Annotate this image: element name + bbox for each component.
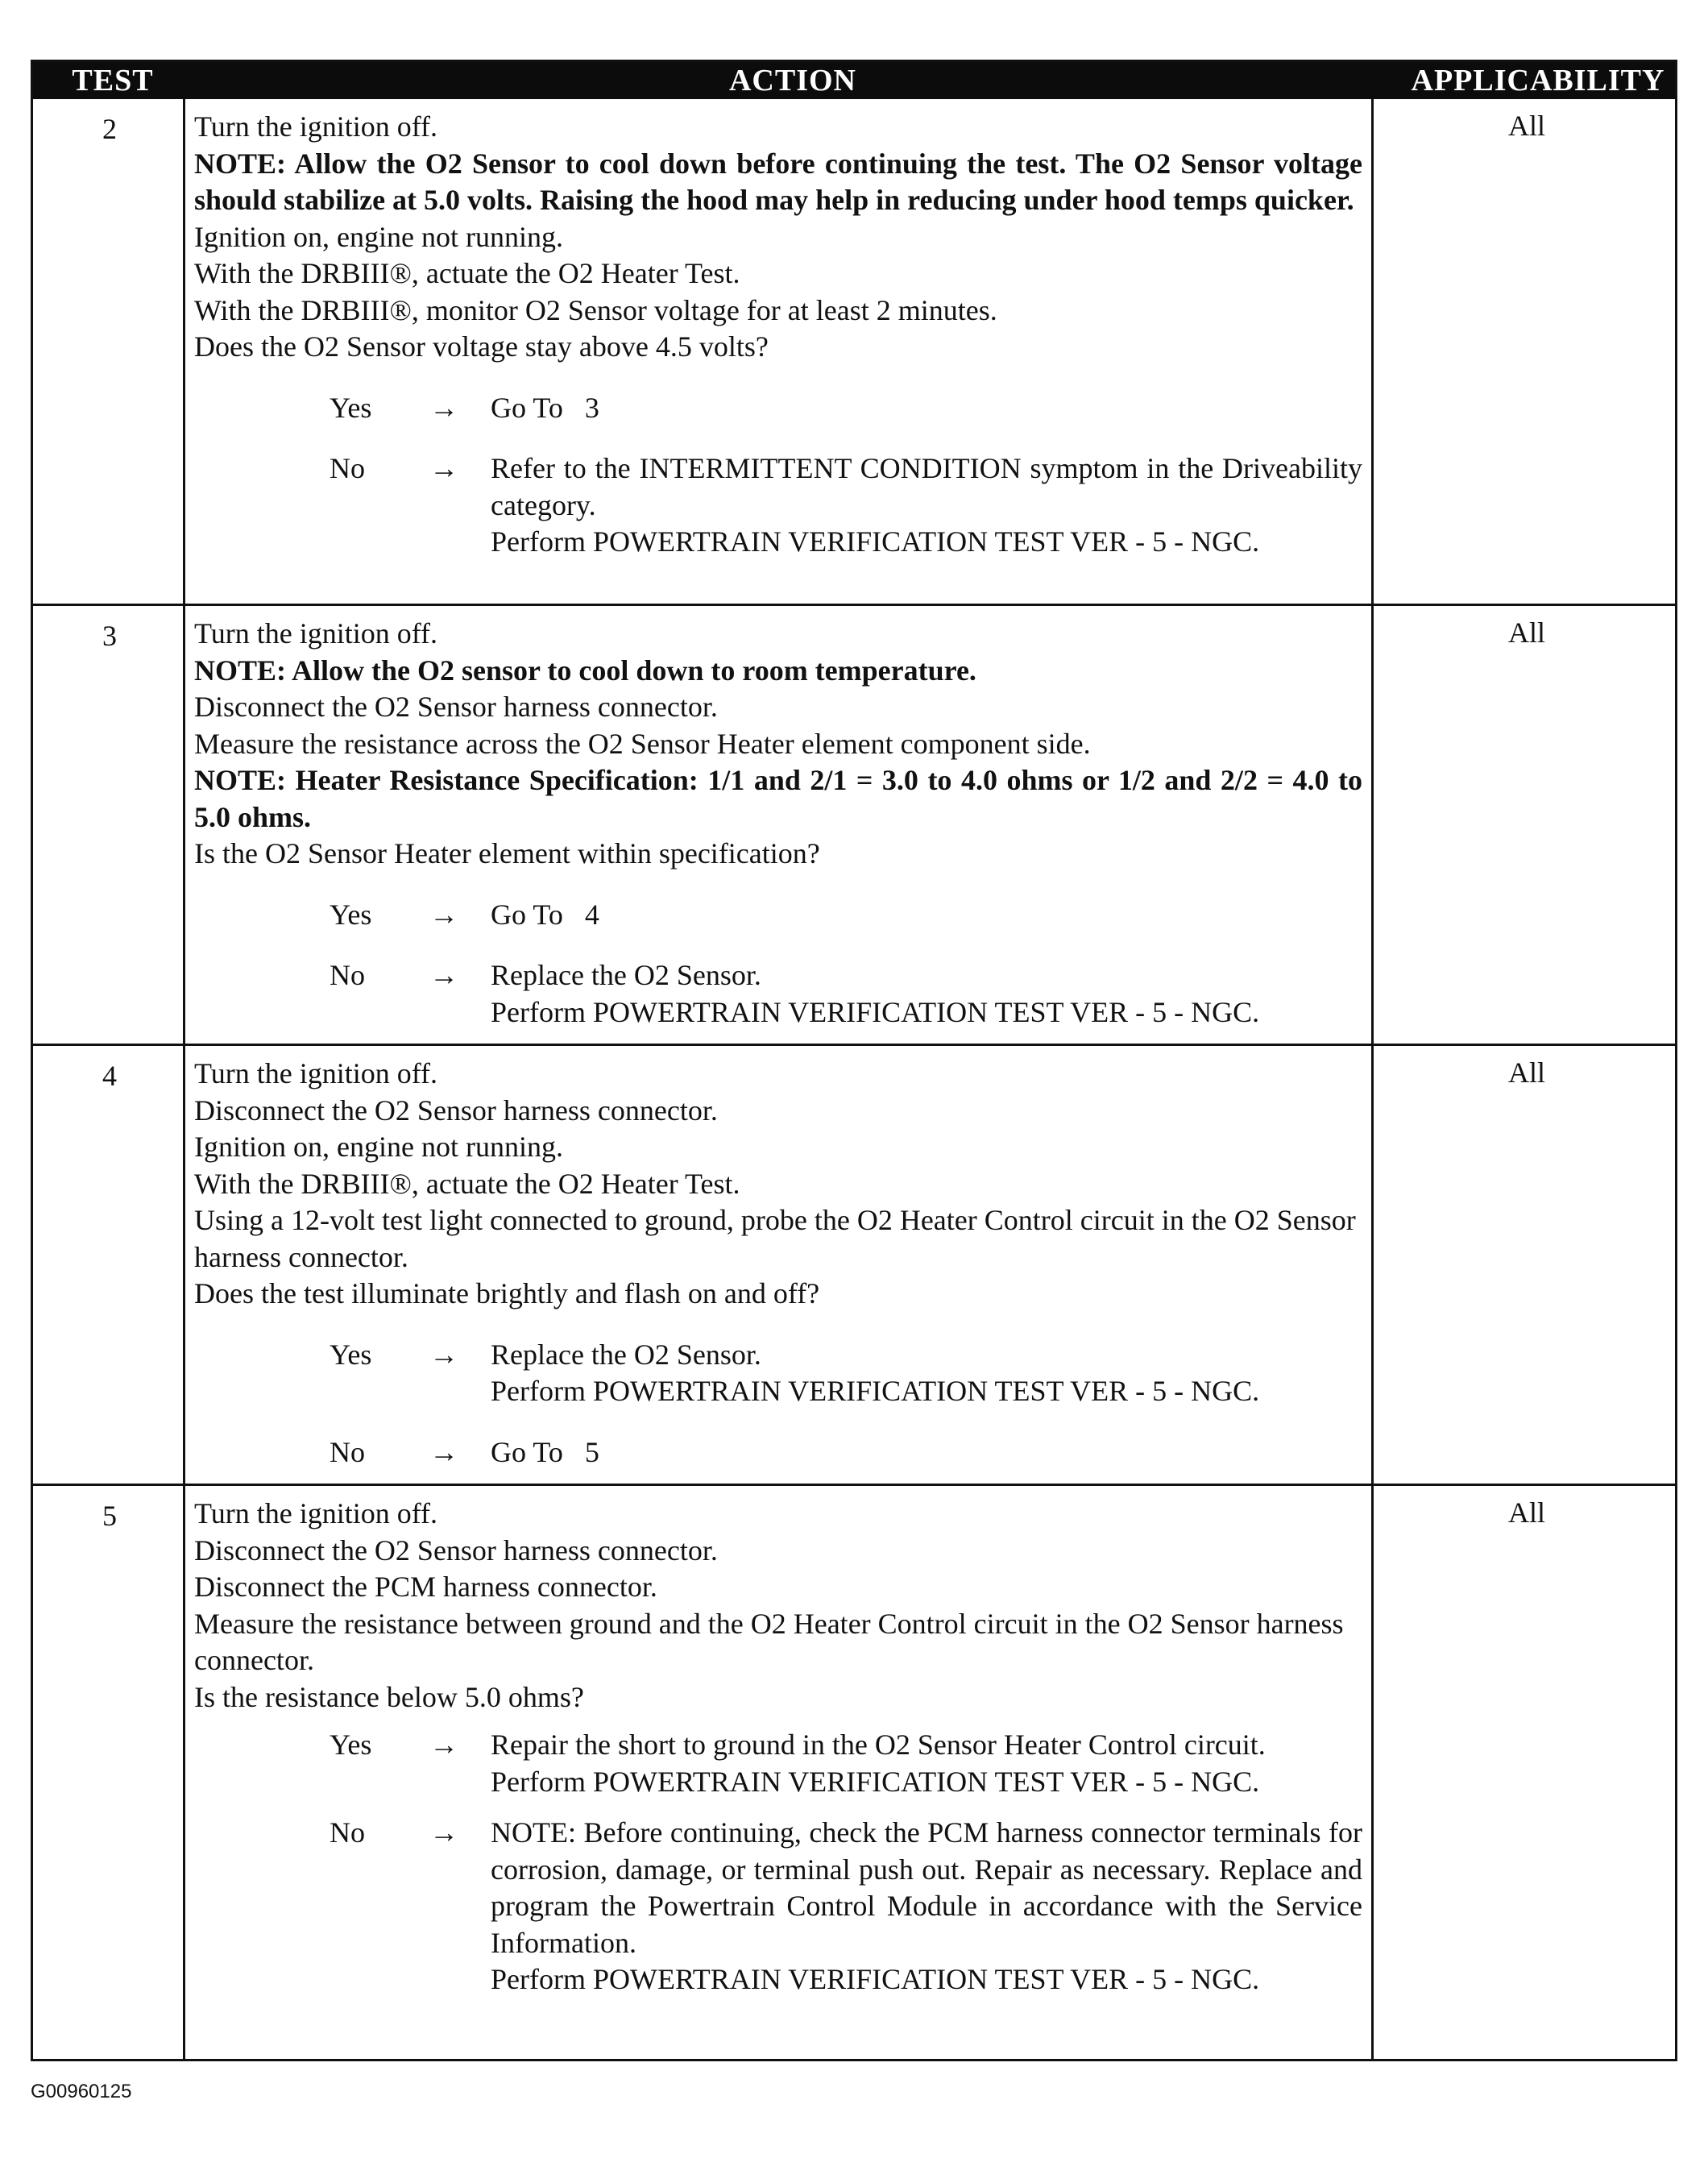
figure-id: G00960125: [31, 2081, 132, 2102]
table-header: [33, 62, 1675, 99]
question-text: Does the test illuminate brightly and flash on and off?: [194, 1277, 820, 1309]
no-label: No: [330, 1435, 365, 1468]
header-applicability: APPLICABILITY: [1411, 64, 1665, 98]
applicability-cell: All: [1507, 1056, 1545, 1089]
step-text: Turn the ignition off.: [194, 1497, 438, 1529]
action-cell: [194, 1496, 1362, 1998]
action-cell: [194, 109, 1362, 561]
applicability-cell: All: [1507, 616, 1545, 649]
verification-text: Perform POWERTRAIN VERIFICATION TEST VER - 5 - NGC.: [491, 525, 1260, 558]
go-to-text: Go To 4: [491, 898, 599, 931]
yes-result: [491, 897, 1362, 934]
step-text: Measure the resistance across the O2 Sensor Heater element component side.: [194, 727, 1091, 760]
go-to-text: Go To 5: [491, 1435, 599, 1468]
step-text: Disconnect the O2 Sensor harness connector.: [194, 1094, 718, 1127]
no-option: [194, 1434, 1362, 1471]
yes-option: [194, 390, 1362, 427]
verification-text: Perform POWERTRAIN VERIFICATION TEST VER - 5 - NGC.: [491, 1375, 1260, 1407]
applicability-cell: All: [1507, 110, 1545, 142]
yes-label: Yes: [330, 391, 372, 424]
applicability-cell: All: [1507, 1496, 1545, 1529]
arrow-icon: →: [429, 1816, 458, 1849]
step-text: Turn the ignition off.: [194, 1057, 438, 1089]
arrow-icon: →: [429, 391, 458, 424]
yes-result: [491, 1727, 1362, 1800]
no-result: [491, 1815, 1362, 1998]
step-text: Ignition on, engine not running.: [194, 220, 563, 253]
yes-label: Yes: [330, 1338, 372, 1371]
no-option: [194, 450, 1362, 561]
question-text: Is the O2 Sensor Heater element within specification?: [194, 837, 820, 869]
arrow-icon: →: [429, 1338, 458, 1371]
no-option: [194, 957, 1362, 1031]
header-action: ACTION: [728, 64, 857, 98]
result-text: NOTE: Before continuing, check the PCM harness connector terminals for corrosion, damage, or terminal push out. Repair as necessary. Replace and program the Powertrain Control Module in accordance with the Service Information.: [491, 1816, 1362, 1959]
step-text: Disconnect the O2 Sensor harness connector.: [194, 1533, 718, 1567]
table-row-test-4: [33, 1044, 1675, 1484]
yes-label: Yes: [330, 1728, 372, 1761]
verification-text: Perform POWERTRAIN VERIFICATION TEST VER - 5 - NGC.: [491, 995, 1260, 1028]
action-cell: [194, 1056, 1362, 1471]
test-number: 4: [102, 1060, 117, 1092]
step-text: Measure the resistance between ground and the O2 Heater Control circuit in the O2 Sensor harness connector.: [194, 1607, 1344, 1676]
action-cell: [194, 616, 1362, 1031]
go-to-text: Go To 3: [491, 391, 599, 424]
arrow-icon: →: [429, 898, 458, 931]
arrow-icon: →: [429, 1728, 458, 1761]
yes-option: [194, 897, 1362, 934]
arrow-icon: →: [429, 1435, 458, 1468]
verification-text: Perform POWERTRAIN VERIFICATION TEST VER - 5 - NGC.: [491, 1765, 1260, 1798]
procedure-table: [31, 60, 1677, 2061]
header-test: TEST: [72, 64, 154, 98]
step-text: With the DRBIII®, actuate the O2 Heater Test.: [194, 257, 740, 289]
yes-result: [491, 1337, 1362, 1410]
no-label: No: [330, 452, 365, 484]
no-result: [491, 450, 1362, 561]
table-row-test-2: [33, 99, 1675, 604]
note-text: NOTE: Allow the O2 sensor to cool down to room temperature.: [194, 654, 976, 687]
yes-option: [194, 1727, 1362, 1800]
step-text: With the DRBIII®, actuate the O2 Heater Test.: [194, 1167, 740, 1200]
yes-option: [194, 1337, 1362, 1410]
no-option: [194, 1815, 1362, 1998]
yes-label: Yes: [330, 898, 372, 931]
no-label: No: [330, 959, 365, 991]
column-divider: [1371, 99, 1374, 2059]
question-text: Does the O2 Sensor voltage stay above 4.5 volts?: [194, 330, 769, 363]
result-text: Replace the O2 Sensor.: [491, 959, 761, 991]
step-text: Turn the ignition off.: [194, 617, 438, 649]
question-text: Is the resistance below 5.0 ohms?: [194, 1680, 584, 1713]
test-number: 5: [102, 1500, 117, 1532]
note-text: NOTE: Heater Resistance Specification: 1/1 and 2/1 = 3.0 to 4.0 ohms or 1/2 and 2/2 = 4.0 to 5.0 ohms.: [194, 764, 1362, 833]
arrow-icon: →: [429, 959, 458, 991]
step-text: Ignition on, engine not running.: [194, 1131, 563, 1163]
step-text: With the DRBIII®, monitor O2 Sensor voltage for at least 2 minutes.: [194, 293, 997, 326]
test-number: 2: [102, 113, 117, 145]
no-label: No: [330, 1816, 365, 1849]
result-text: Repair the short to ground in the O2 Sensor Heater Control circuit.: [491, 1728, 1266, 1761]
table-row-test-3: [33, 604, 1675, 1044]
step-text: Disconnect the PCM harness connector.: [194, 1571, 657, 1603]
arrow-icon: →: [429, 452, 458, 484]
step-text: Using a 12-volt test light connected to ground, probe the O2 Heater Control circuit in the O2 Sensor harness connector.: [194, 1204, 1356, 1273]
column-divider: [183, 99, 185, 2059]
no-result: [491, 957, 1362, 1031]
verification-text: Perform POWERTRAIN VERIFICATION TEST VER - 5 - NGC.: [491, 1963, 1260, 1995]
result-text: Replace the O2 Sensor.: [491, 1338, 761, 1371]
table-row-test-5: [33, 1484, 1675, 2059]
test-number: 3: [102, 620, 117, 652]
step-text: Disconnect the O2 Sensor harness connector.: [194, 691, 718, 723]
step-text: Turn the ignition off.: [194, 110, 438, 143]
yes-result: [491, 390, 1362, 427]
result-text: Refer to the INTERMITTENT CONDITION symptom in the Driveability category.: [491, 452, 1362, 521]
note-text: NOTE: Allow the O2 Sensor to cool down before continuing the test. The O2 Sensor voltage should stabilize at 5.0 volts. Raising the hood may help in reducing under hood temps quicker.: [194, 147, 1362, 216]
no-result: [491, 1434, 1362, 1471]
